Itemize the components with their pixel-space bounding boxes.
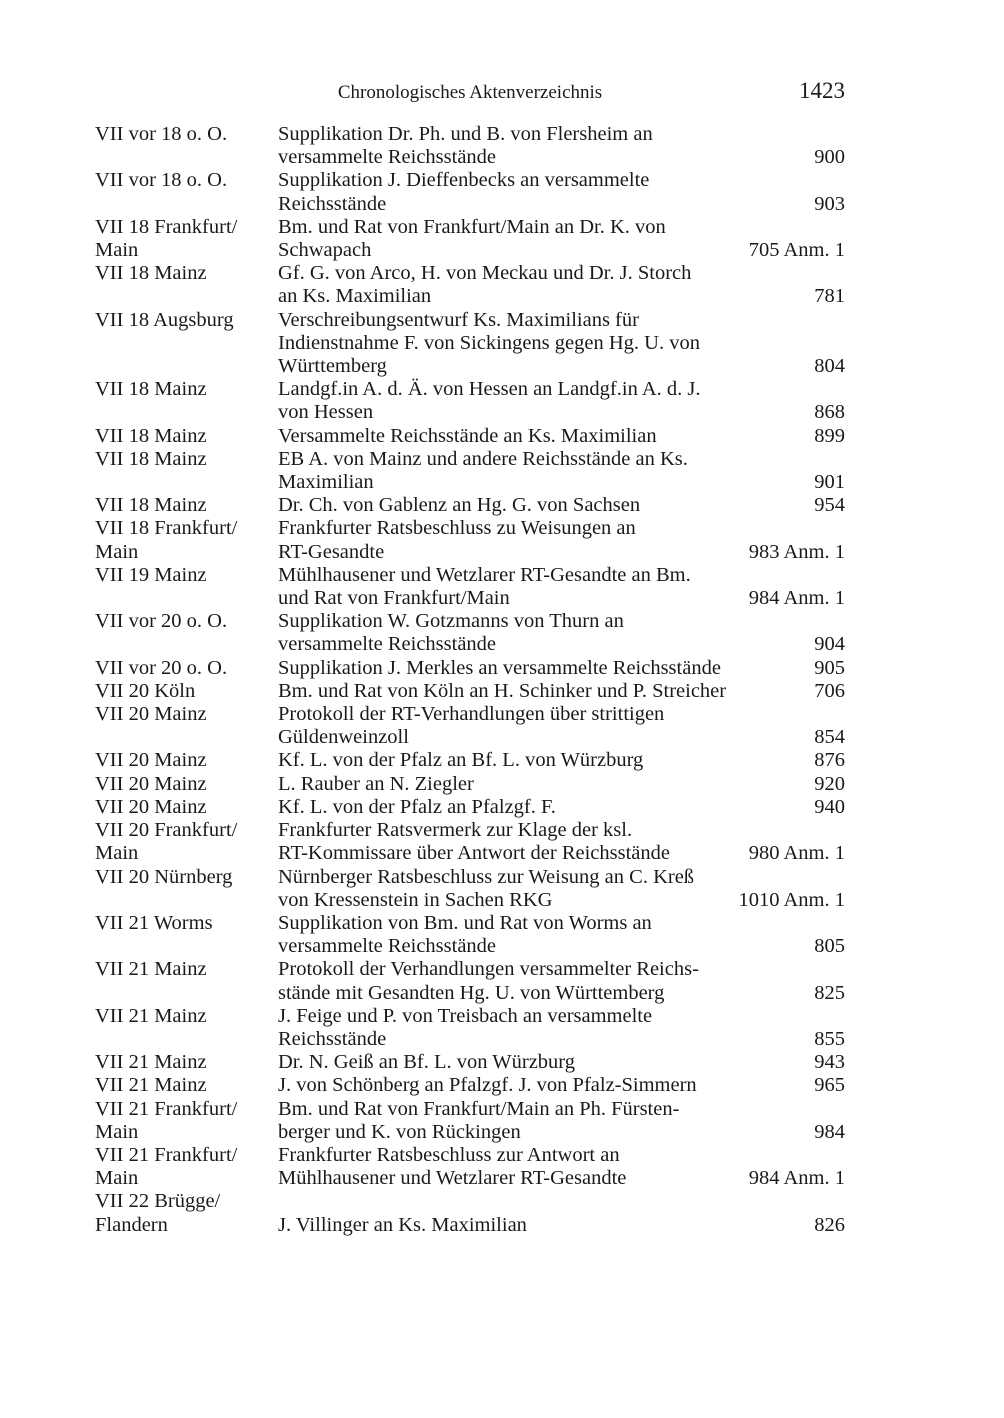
entry-reference-number: 983 Anm. 1 xyxy=(748,540,845,563)
entry-description: Mühlhausener und Wetzlarer RT-Gesandte an Bm. und Rat von Frankfurt/Main xyxy=(278,563,691,610)
entry-date: VII 18 Mainz xyxy=(95,447,207,470)
entry-row xyxy=(95,517,845,563)
entry-description: Bm. und Rat von Frankfurt/Main an Ph. Fürsten- berger und K. von Rückingen xyxy=(278,1097,680,1143)
entry-row xyxy=(95,216,845,262)
entry-description: Frankfurter Ratsvermerk zur Klage der ksl. RT-Kommissare über Antwort der Reichsstände xyxy=(278,819,670,865)
entry-date: VII 20 Nürnberg xyxy=(95,865,233,888)
entry-description: Supplikation W. Gotzmanns von Thurn an versammelte Reichsstände xyxy=(278,610,624,656)
entry-reference-number: 943 xyxy=(814,1051,845,1074)
entry-row xyxy=(95,749,845,772)
entry-date: VII vor 18 o. O. xyxy=(95,169,228,192)
entry-row xyxy=(95,1005,845,1051)
entry-row xyxy=(95,958,845,1004)
entry-description: Dr. Ch. von Gablenz an Hg. G. von Sachsen xyxy=(278,494,641,517)
entry-date: VII vor 20 o. O. xyxy=(95,656,228,679)
entry-description: Dr. N. Geiß an Bf. L. von Würzburg xyxy=(278,1051,576,1074)
entry-row xyxy=(95,448,845,494)
entry-row xyxy=(95,610,845,656)
entry-date: VII vor 20 o. O. xyxy=(95,610,228,633)
entry-reference-number: 900 xyxy=(814,146,845,169)
running-title: Chronologisches Aktenverzeichnis xyxy=(337,82,603,103)
entry-description: Frankfurter Ratsbeschluss zu Weisungen an RT-Gesandte xyxy=(278,517,636,563)
entry-reference-number: 805 xyxy=(814,935,845,958)
entry-date: VII 20 Mainz xyxy=(95,772,207,795)
entry-date: VII 22 Brügge/ Flandern xyxy=(95,1190,221,1236)
entry-reference-number: 1010 Anm. 1 xyxy=(738,888,845,911)
entry-description: Kf. L. von der Pfalz an Bf. L. von Würzburg xyxy=(278,749,644,772)
entry-reference-number: 904 xyxy=(814,633,845,656)
entry-date: VII 21 Mainz xyxy=(95,1004,207,1027)
entry-description: Landgf.in A. d. Ä. von Hessen an Landgf.in A. d. J. von Hessen xyxy=(278,378,701,424)
entry-row xyxy=(95,123,845,169)
entry-reference-number: 940 xyxy=(814,795,845,818)
entry-reference-number: 705 Anm. 1 xyxy=(748,239,845,262)
entry-description: EB A. von Mainz und andere Reichsstände an Ks. Maximilian xyxy=(278,447,688,494)
entry-date: VII 21 Mainz xyxy=(95,1074,207,1097)
entry-date: VII 18 Mainz xyxy=(95,424,207,447)
entry-reference-number: 984 xyxy=(814,1120,845,1143)
entry-row xyxy=(95,169,845,215)
entry-reference-number: 826 xyxy=(814,1213,845,1236)
entry-date: VII 21 Frankfurt/ Main xyxy=(95,1097,238,1143)
entry-reference-number: 854 xyxy=(814,726,845,749)
entry-reference-number: 706 xyxy=(814,679,845,702)
entry-description: Gf. G. von Arco, H. von Meckau und Dr. J. Storch an Ks. Maximilian xyxy=(278,262,692,308)
entry-date: VII 21 Mainz xyxy=(95,958,207,981)
entry-row xyxy=(95,773,845,796)
entry-date: VII 20 Köln xyxy=(95,679,196,702)
entry-date: VII 20 Frankfurt/ Main xyxy=(95,819,238,865)
entry-description: Nürnberger Ratsbeschluss zur Weisung an C. Kreß von Kressenstein in Sachen RKG xyxy=(278,865,695,911)
entry-reference-number: 804 xyxy=(814,355,845,378)
entry-date: VII 21 Frankfurt/ Main xyxy=(95,1143,238,1190)
entry-row xyxy=(95,1074,845,1097)
entry-description: Bm. und Rat von Frankfurt/Main an Dr. K. von Schwapach xyxy=(278,215,666,262)
entry-description: Supplikation von Bm. und Rat von Worms an versammelte Reichsstände xyxy=(278,911,652,958)
entry-reference-number: 965 xyxy=(814,1074,845,1097)
entry-description: Protokoll der Verhandlungen versammelter Reichs- stände mit Gesandten Hg. U. von Württemberg xyxy=(278,958,699,1004)
entry-description: J. Villinger an Ks. Maximilian xyxy=(278,1213,527,1236)
entry-date: VII 18 Mainz xyxy=(95,494,207,517)
entry-row xyxy=(95,1190,845,1236)
entry-date: VII vor 18 o. O. xyxy=(95,123,228,145)
entry-row xyxy=(95,657,845,680)
entry-description: Versammelte Reichsstände an Ks. Maximilian xyxy=(278,424,657,447)
entry-description: J. von Schönberg an Pfalzgf. J. von Pfalz-Simmern xyxy=(278,1074,697,1097)
entry-date: VII 18 Mainz xyxy=(95,262,207,285)
entry-description: Bm. und Rat von Köln an H. Schinker und P. Streicher xyxy=(278,679,727,702)
entry-reference-number: 899 xyxy=(814,424,845,447)
entry-reference-number: 903 xyxy=(814,192,845,215)
entry-reference-number: 984 Anm. 1 xyxy=(748,1167,845,1190)
entry-row xyxy=(95,680,845,703)
entry-date: VII 18 Mainz xyxy=(95,378,207,401)
chronological-entry-list xyxy=(95,123,845,1237)
entry-row xyxy=(95,1098,845,1144)
entry-row xyxy=(95,378,845,424)
entry-row xyxy=(95,309,845,379)
entry-description: Kf. L. von der Pfalz an Pfalzgf. F. xyxy=(278,795,556,818)
entry-description: Supplikation J. Dieffenbecks an versammelte Reichsstände xyxy=(278,169,650,215)
entry-reference-number: 920 xyxy=(814,772,845,795)
entry-row xyxy=(95,819,845,865)
entry-row xyxy=(95,1051,845,1074)
entry-date: VII 18 Frankfurt/ Main xyxy=(95,215,238,262)
entry-reference-number: 980 Anm. 1 xyxy=(748,842,845,865)
entry-date: VII 20 Mainz xyxy=(95,795,207,818)
entry-date: VII 18 Augsburg xyxy=(95,308,234,331)
entry-reference-number: 781 xyxy=(814,285,845,308)
entry-row xyxy=(95,564,845,610)
page-number: 1423 xyxy=(799,78,845,103)
entry-date: VII 18 Frankfurt/ Main xyxy=(95,517,238,563)
entry-reference-number: 825 xyxy=(814,981,845,1004)
entry-row xyxy=(95,1144,845,1190)
entry-description: Supplikation Dr. Ph. und B. von Flersheim an versammelte Reichsstände xyxy=(278,123,653,169)
entry-row xyxy=(95,912,845,958)
entry-row xyxy=(95,262,845,308)
entry-reference-number: 984 Anm. 1 xyxy=(748,587,845,610)
entry-description: Frankfurter Ratsbeschluss zur Antwort an Mühlhausener und Wetzlarer RT-Gesandte xyxy=(278,1143,627,1190)
entry-reference-number: 855 xyxy=(814,1027,845,1050)
entry-reference-number: 868 xyxy=(814,401,845,424)
entry-reference-number: 954 xyxy=(814,494,845,517)
entry-description: L. Rauber an N. Ziegler xyxy=(278,772,474,795)
entry-reference-number: 876 xyxy=(814,749,845,772)
entry-row xyxy=(95,796,845,819)
entry-date: VII 20 Mainz xyxy=(95,749,207,772)
entry-reference-number: 905 xyxy=(814,656,845,679)
entry-description: Protokoll der RT-Verhandlungen über strittigen Güldenweinzoll xyxy=(278,703,665,749)
entry-date: VII 21 Worms xyxy=(95,911,213,934)
entry-row xyxy=(95,866,845,912)
entry-date: VII 19 Mainz xyxy=(95,563,207,586)
entry-row xyxy=(95,494,845,517)
entry-description: Verschreibungsentwurf Ks. Maximilians für Indienstnahme F. von Sickingens gegen Hg. U. von Württemberg xyxy=(278,308,700,378)
entry-date: VII 21 Mainz xyxy=(95,1051,207,1074)
entry-description: J. Feige und P. von Treisbach an versammelte Reichsstände xyxy=(278,1004,653,1050)
entry-date: VII 20 Mainz xyxy=(95,703,207,726)
entry-row xyxy=(95,703,845,749)
entry-description: Supplikation J. Merkles an versammelte Reichsstände xyxy=(278,656,721,679)
entry-row xyxy=(95,425,845,448)
entry-reference-number: 901 xyxy=(814,471,845,494)
page-header xyxy=(95,78,845,108)
